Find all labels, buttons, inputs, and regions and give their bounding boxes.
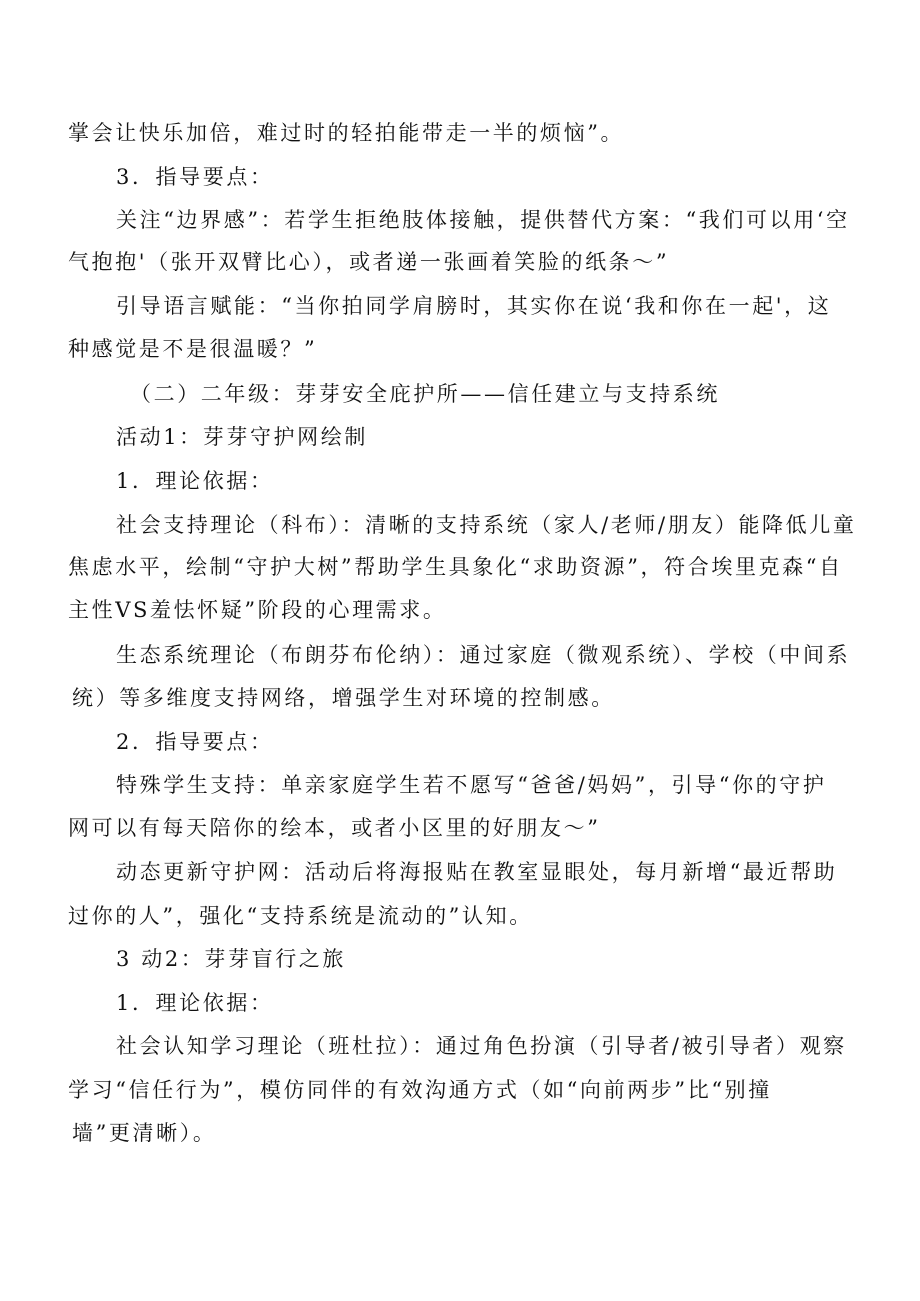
chapter-heading: （二）二年级：芽芽安全庇护所——信任建立与支持系统 [130,382,720,406]
section-heading: 1．理论依据： [116,469,274,493]
paragraph-line: 学习“信任行为”，模仿同伴的有效沟通方式（如“向前两步”比“别撞 [68,1078,772,1102]
paragraph-line: 生态系统理论（布朗芬布伦纳）：通过家庭（微观系统）、学校（中间系 [116,643,851,667]
activity-title: 3 动2：芽芽盲行之旅 [116,947,346,971]
section-heading: 2．指导要点： [116,730,274,754]
paragraph-line: 气抱抱'（张开双臂比心），或者递一张画着笑脸的纸条～” [68,250,670,274]
paragraph-line: 主性VS羞怯怀疑”阶段的心理需求。 [68,598,447,622]
paragraph-line: 统）等多维度支持网络，增强学生对环境的控制感。 [72,686,615,710]
paragraph-line: 网可以有每天陪你的绘本，或者小区里的好朋友～” [68,816,601,840]
paragraph-line: 焦虑水平，绘制“守护大树”帮助学生具象化“求助资源”，符合埃里克森“自 [68,555,843,579]
paragraph-line: 引导语言赋能：“当你拍同学肩膀时，其实你在说‘我和你在一起'，这 [116,294,832,318]
paragraph-line: 过你的人”，强化“支持系统是流动的”认知。 [68,904,533,928]
activity-title: 活动1：芽芽守护网绘制 [116,425,368,449]
section-heading: 1．理论依据： [116,991,274,1015]
paragraph-line: 墙”更清晰）。 [72,1121,217,1145]
paragraph-line: 社会认知学习理论（班杜拉）：通过角色扮演（引导者/被引导者）观察 [116,1034,847,1058]
paragraph-line: 社会支持理论（科布）：清晰的支持系统（家人/老师/朋友）能降低儿童 [116,513,857,537]
paragraph-line: 种感觉是不是很温暖？” [68,337,318,361]
paragraph-line: 动态更新守护网：活动后将海报贴在教室显眼处，每月新增“最近帮助 [116,860,838,884]
paragraph-line: 关注“边界感”：若学生拒绝肢体接触，提供替代方案：“我们可以用‘空 [116,208,850,232]
paragraph-line: 特殊学生支持：单亲家庭学生若不愿写“爸爸/妈妈”，引导“你的守护 [116,773,827,797]
section-heading: 3．指导要点： [116,165,274,189]
paragraph-line: 掌会让快乐加倍，难过时的轻拍能带走一半的烦恼”。 [68,121,625,145]
